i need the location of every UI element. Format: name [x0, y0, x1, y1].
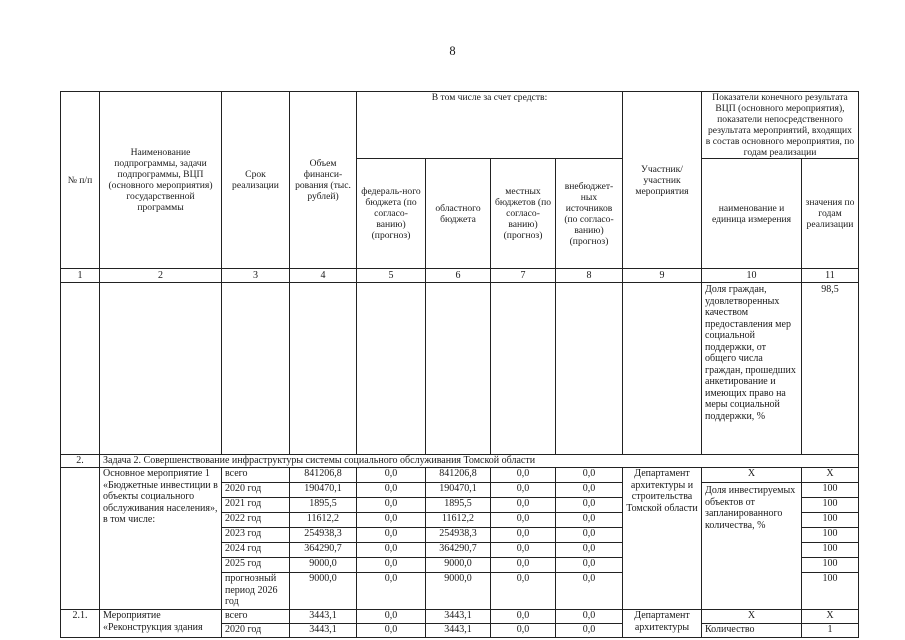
extrabudget-cell: 0,0 — [556, 513, 623, 528]
event21-participant: Департамент архитектуры — [623, 610, 702, 638]
local-cell: 0,0 — [491, 573, 556, 610]
program-table — [60, 91, 859, 638]
federal-cell: 0,0 — [357, 543, 426, 558]
volume-cell: 9000,0 — [290, 558, 357, 573]
extrabudget-cell: 0,0 — [556, 483, 623, 498]
indicator-cell: X — [702, 468, 802, 483]
regional-cell: 1895,5 — [426, 498, 491, 513]
col-number: 11 — [802, 269, 859, 283]
value-cell: 100 — [802, 543, 859, 558]
federal-cell: 0,0 — [357, 498, 426, 513]
task-title: Задача 2. Совершенствование инфраструктуры системы социального обслуживания Томской области — [100, 455, 859, 468]
volume-cell: 254938,3 — [290, 528, 357, 543]
local-cell: 0,0 — [491, 468, 556, 483]
col-number: 10 — [702, 269, 802, 283]
local-cell: 0,0 — [491, 558, 556, 573]
value-cell: 100 — [802, 483, 859, 498]
federal-cell: 0,0 — [357, 483, 426, 498]
indicator-cell: Количество — [702, 624, 802, 638]
period-cell: 2024 год — [222, 543, 290, 558]
col-number: 3 — [222, 269, 290, 283]
col-number: 8 — [556, 269, 623, 283]
extrabudget-cell: 0,0 — [556, 610, 623, 624]
header-indicator-value: значения по годам реализации — [802, 159, 859, 269]
indicator-investment: Доля инвестируемых объектов от запланированного количества, % — [702, 483, 802, 610]
value-cell: 100 — [802, 558, 859, 573]
period-cell: прогнозный период 2026 год — [222, 573, 290, 610]
local-cell: 0,0 — [491, 543, 556, 558]
period-cell: всего — [222, 610, 290, 624]
volume-cell: 190470,1 — [290, 483, 357, 498]
col-number: 1 — [61, 269, 100, 283]
volume-cell: 841206,8 — [290, 468, 357, 483]
header-num: № п/п — [61, 92, 100, 269]
header-period: Срок реализации — [222, 92, 290, 269]
federal-cell: 0,0 — [357, 513, 426, 528]
local-cell: 0,0 — [491, 528, 556, 543]
period-cell: 2023 год — [222, 528, 290, 543]
extrabudget-cell: 0,0 — [556, 573, 623, 610]
indicator-satisfaction: Доля граждан, удовлетворенных качеством предоставления мер социальной поддержки, от общего числа граждан, прошедших анкетирование и имеющих право на меры социальной поддержки, % — [702, 283, 802, 455]
period-cell: 2020 год — [222, 483, 290, 498]
regional-cell: 254938,3 — [426, 528, 491, 543]
value-cell: 100 — [802, 528, 859, 543]
value-cell: 100 — [802, 573, 859, 610]
task-number: 2. — [61, 455, 100, 468]
federal-cell: 0,0 — [357, 573, 426, 610]
extrabudget-cell: 0,0 — [556, 468, 623, 483]
regional-cell: 364290,7 — [426, 543, 491, 558]
regional-cell: 841206,8 — [426, 468, 491, 483]
local-cell: 0,0 — [491, 483, 556, 498]
volume-cell: 1895,5 — [290, 498, 357, 513]
col-number: 6 — [426, 269, 491, 283]
regional-cell: 3443,1 — [426, 610, 491, 624]
period-cell: 2020 год — [222, 624, 290, 638]
extrabudget-cell: 0,0 — [556, 624, 623, 638]
federal-cell: 0,0 — [357, 468, 426, 483]
volume-cell: 364290,7 — [290, 543, 357, 558]
period-cell: всего — [222, 468, 290, 483]
volume-cell: 9000,0 — [290, 573, 357, 610]
extrabudget-cell: 0,0 — [556, 498, 623, 513]
indicator-satisfaction-value: 98,5 — [802, 283, 859, 455]
event-number: 2.1. — [61, 610, 100, 638]
local-cell: 0,0 — [491, 498, 556, 513]
period-cell: 2022 год — [222, 513, 290, 528]
local-cell: 0,0 — [491, 513, 556, 528]
col-number: 9 — [623, 269, 702, 283]
volume-cell: 3443,1 — [290, 610, 357, 624]
indicator-cell: X — [702, 610, 802, 624]
header-sources-group: В том числе за счет средств: — [357, 92, 623, 159]
regional-cell: 11612,2 — [426, 513, 491, 528]
event21-name: Мероприятие «Реконструкция здания — [100, 610, 222, 638]
local-cell: 0,0 — [491, 610, 556, 624]
regional-cell: 9000,0 — [426, 573, 491, 610]
extrabudget-cell: 0,0 — [556, 558, 623, 573]
value-cell: 100 — [802, 498, 859, 513]
federal-cell: 0,0 — [357, 624, 426, 638]
col-number: 2 — [100, 269, 222, 283]
header-indicator-name: наименование и единица измерения — [702, 159, 802, 269]
event-name: Основное мероприятие 1 «Бюджетные инвестиции в объекты социального обслуживания населения», в том числе: — [100, 468, 222, 610]
federal-cell: 0,0 — [357, 610, 426, 624]
federal-cell: 0,0 — [357, 558, 426, 573]
page-number: 8 — [449, 44, 456, 58]
col-number: 5 — [357, 269, 426, 283]
event-participant: Департамент архитектуры и строительства Томской области — [623, 468, 702, 610]
regional-cell: 3443,1 — [426, 624, 491, 638]
header-regional: областного бюджета — [426, 159, 491, 269]
period-cell: 2025 год — [222, 558, 290, 573]
regional-cell: 190470,1 — [426, 483, 491, 498]
extrabudget-cell: 0,0 — [556, 543, 623, 558]
col-number: 7 — [491, 269, 556, 283]
header-local: местных бюджетов (по согласо-ванию) (прогноз) — [491, 159, 556, 269]
header-extrabudget: внебюджет-ных источников (по согласо-ванию) (прогноз) — [556, 159, 623, 269]
value-cell: 100 — [802, 513, 859, 528]
value-cell: X — [802, 468, 859, 483]
volume-cell: 11612,2 — [290, 513, 357, 528]
header-name: Наименование подпрограммы, задачи подпрограммы, ВЦП (основного мероприятия) государственной программы — [100, 92, 222, 269]
extrabudget-cell: 0,0 — [556, 528, 623, 543]
volume-cell: 3443,1 — [290, 624, 357, 638]
period-cell: 2021 год — [222, 498, 290, 513]
regional-cell: 9000,0 — [426, 558, 491, 573]
header-indicators-group: Показатели конечного результата ВЦП (основного мероприятия), показатели непосредственного результата мероприятий, входящих в состав основного мероприятия, по годам реализации — [702, 92, 859, 159]
header-participant: Участник/ участник мероприятия — [623, 92, 702, 269]
local-cell: 0,0 — [491, 624, 556, 638]
header-federal: федераль-ного бюджета (по согласо-ванию) (прогноз) — [357, 159, 426, 269]
value-cell: 1 — [802, 624, 859, 638]
header-volume: Объем финанси-рования (тыс. рублей) — [290, 92, 357, 269]
federal-cell: 0,0 — [357, 528, 426, 543]
value-cell: X — [802, 610, 859, 624]
col-number: 4 — [290, 269, 357, 283]
